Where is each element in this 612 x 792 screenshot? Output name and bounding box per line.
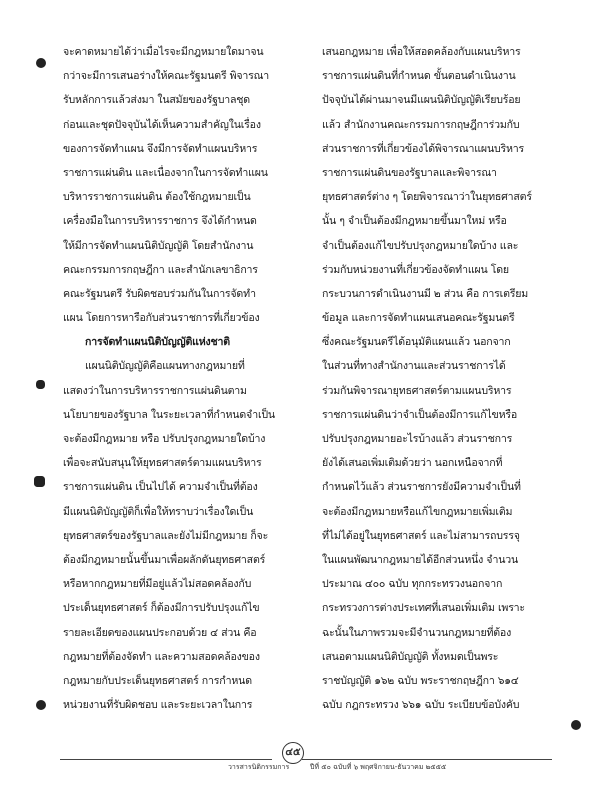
- text-line: ประมาณ ๔๐๐ ฉบับ ทุกกระทรวงนอกจาก: [322, 578, 503, 591]
- text-line: หน่วยงานที่รับผิดชอบ และระยะเวลาในการ: [63, 699, 253, 712]
- text-line: ยุทธศาสตร์ต่าง ๆ โดยพิจารณาว่าในยุทธศาสตร์: [322, 191, 532, 204]
- footer-rule: [302, 759, 552, 760]
- text-line: กำหนดไว้แล้ว ส่วนราชการยังมีความจำเป็นที่: [322, 481, 521, 494]
- footer-rule: [60, 759, 272, 760]
- text-line: ซึ่งคณะรัฐมนตรีได้อนุมัติแผนแล้ว นอกจาก: [322, 336, 511, 349]
- text-line: ราชการแผ่นดินว่าจำเป็นต้องมีการแก้ไขหรือ: [322, 408, 518, 421]
- left-text-column: [63, 40, 281, 717]
- text-line: แผนนิติบัญญัติคือแผนทางกฎหมายที่: [85, 360, 245, 373]
- binder-hole-mark: [36, 380, 45, 389]
- text-line: ในแผนพัฒนากฎหมายได้อีกส่วนหนึ่ง จำนวน: [322, 553, 519, 566]
- text-line: กระบวนการดำเนินงานมี ๒ ส่วน คือ การเตรียม: [322, 287, 529, 300]
- text-line: บริหารราชการแผ่นดิน ต้องใช้กฎหมายเป็น: [63, 191, 251, 204]
- binder-hole-mark: [36, 700, 46, 710]
- text-line: ราชการแผ่นดิน และเนื่องจากในการจัดทำแผน: [63, 166, 268, 179]
- binder-hole-mark: [36, 58, 46, 68]
- text-line: เสนอกฎหมาย เพื่อให้สอดคล้องกับแผนบริหาร: [322, 46, 521, 58]
- binder-hole-mark: [571, 720, 581, 730]
- text-line: ปัจจุบันได้ผ่านมาจนมีแผนนิติบัญญัติเรียบร้อย: [322, 94, 521, 107]
- text-line: ประเด็นยุทธศาสตร์ ก็ต้องมีการปรับปรุงแก้ไข: [63, 602, 260, 615]
- text-line: นั้น ๆ จำเป็นต้องมีกฎหมายขึ้นมาใหม่ หรือ: [322, 215, 507, 228]
- issue-info: ปีที่ ๕๐ ฉบับที่ ๖ พฤศจิกายน-ธันวาคม ๒๕๕๕: [310, 763, 447, 771]
- text-line: เสนอตามแผนนิติบัญญัติ ทั้งหมดเป็นพระ: [322, 650, 499, 663]
- text-line: ต้องมีกฎหมายนั้นขึ้นมาเพื่อผลักดันยุทธศาสตร์: [63, 553, 266, 566]
- text-line: รายละเอียดของแผนประกอบด้วย ๔ ส่วน คือ: [63, 626, 257, 639]
- text-line: แผน โดยการหารือกับส่วนราชการที่เกี่ยวข้อง: [63, 312, 260, 325]
- text-line: แล้ว สำนักงานคณะกรรมการกฤษฎีการ่วมกับ: [322, 118, 520, 131]
- text-line: ยังได้เสนอเพิ่มเติมด้วยว่า นอกเหนือจากที่: [322, 457, 503, 470]
- text-line: ฉะนั้นในภาพรวมจะมีจำนวนกฎหมายที่ต้อง: [322, 626, 512, 639]
- text-line: ที่ไม่ได้อยู่ในยุทธศาสตร์ และไม่สามารถบรรจุ: [322, 529, 520, 542]
- section-heading: การจัดทำแผนนิติบัญญัติแห่งชาติ: [85, 336, 230, 349]
- text-line: จะต้องมีกฎหมาย หรือ ปรับปรุงกฎหมายใดบ้าง: [63, 433, 266, 445]
- text-line: ของการจัดทำแผน จึงมีการจัดทำแผนบริหาร: [63, 142, 258, 155]
- text-line: หรือหากกฎหมายที่มีอยู่แล้วไม่สอดคล้องกับ: [63, 578, 252, 591]
- text-line: นโยบายของรัฐบาล ในระยะเวลาที่กำหนดจำเป็น: [63, 408, 275, 421]
- text-line: ราชบัญญัติ ๑๖๒ ฉบับ พระราชกฤษฎีกา ๖๑๔: [322, 674, 519, 687]
- text-line: เพื่อจะสนับสนุนให้ยุทธศาสตร์ตามแผนบริหาร: [63, 457, 262, 470]
- text-line: ให้มีการจัดทำแผนนิติบัญญัติ โดยสำนักงาน: [63, 239, 254, 252]
- text-line: ราชการแผ่นดินของรัฐบาลและพิจารณา: [322, 166, 497, 179]
- text-line: กฎหมายกับประเด็นยุทธศาสตร์ การกำหนด: [63, 674, 252, 687]
- text-line: ราชการแผ่นดิน เป็นไปได้ ความจำเป็นที่ต้อง: [63, 481, 258, 494]
- text-line: กฎหมายที่ต้องจัดทำ และความสอดคล้องของ: [63, 650, 260, 663]
- text-line: มีแผนนิติบัญญัติก็เพื่อให้ทราบว่าเรื่องใดเป็น: [63, 505, 254, 518]
- text-line: ในส่วนที่ทางสำนักงานและส่วนราชการได้: [322, 360, 506, 373]
- text-line: คณะรัฐมนตรี รับผิดชอบร่วมกันในการจัดทำ: [63, 287, 256, 300]
- text-line: กว่าจะมีการเสนอร่างให้คณะรัฐมนตรี พิจารณา: [63, 70, 270, 83]
- text-line: ฉบับ กฎกระทรวง ๖๖๑ ฉบับ ระเบียบข้อบังคับ: [322, 699, 520, 712]
- page-number: ๔๕: [282, 742, 304, 764]
- text-line: เครื่องมือในการบริหารราชการ จึงได้กำหนด: [63, 215, 257, 228]
- right-text-column: [322, 40, 540, 717]
- text-line: ส่วนราชการที่เกี่ยวข้องได้พิจารณาแผนบริหาร: [322, 142, 525, 155]
- text-line: แสดงว่าในการบริหารราชการแผ่นดินตาม: [63, 384, 247, 397]
- text-line: ก่อนและชุดปัจจุบันได้เห็นความสำคัญในเรื่อง: [63, 118, 261, 131]
- text-line: จำเป็นต้องแก้ไขปรับปรุงกฎหมายใดบ้าง และ: [322, 239, 519, 252]
- page-footer: [60, 747, 552, 772]
- text-line: ปรับปรุงกฎหมายอะไรบ้างแล้ว ส่วนราชการ: [322, 433, 513, 445]
- text-line: จะต้องมีกฎหมายหรือแก้ไขกฎหมายเพิ่มเติม: [322, 505, 513, 518]
- text-line: รับหลักการแล้วส่งมา ในสมัยของรัฐบาลชุด: [63, 94, 250, 107]
- binder-hole-mark: [34, 476, 45, 487]
- text-line: ยุทธศาสตร์ของรัฐบาลและยังไม่มีกฎหมาย ก็จะ: [63, 529, 269, 542]
- text-line: ข้อมูล และการจัดทำแผนเสนอคณะรัฐมนตรี: [322, 312, 515, 325]
- journal-name: วารสารนิติกรรมการ: [228, 763, 290, 771]
- text-line: จะคาดหมายได้ว่าเมื่อไรจะมีกฎหมายใดมาจน: [63, 46, 264, 58]
- text-line: คณะกรรมการกฤษฎีกา และสำนักเลขาธิการ: [63, 263, 258, 276]
- text-line: ร่วมกับหน่วยงานที่เกี่ยวข้องจัดทำแผน โดย: [322, 263, 509, 276]
- text-line: ร่วมกันพิจารณายุทธศาสตร์ตามแผนบริหาร: [322, 384, 512, 397]
- text-line: กระทรวงการต่างประเทศที่เสนอเพิ่มเติม เพราะ: [322, 602, 525, 615]
- text-line: ราชการแผ่นดินที่กำหนด ขั้นตอนดำเนินงาน: [322, 70, 516, 83]
